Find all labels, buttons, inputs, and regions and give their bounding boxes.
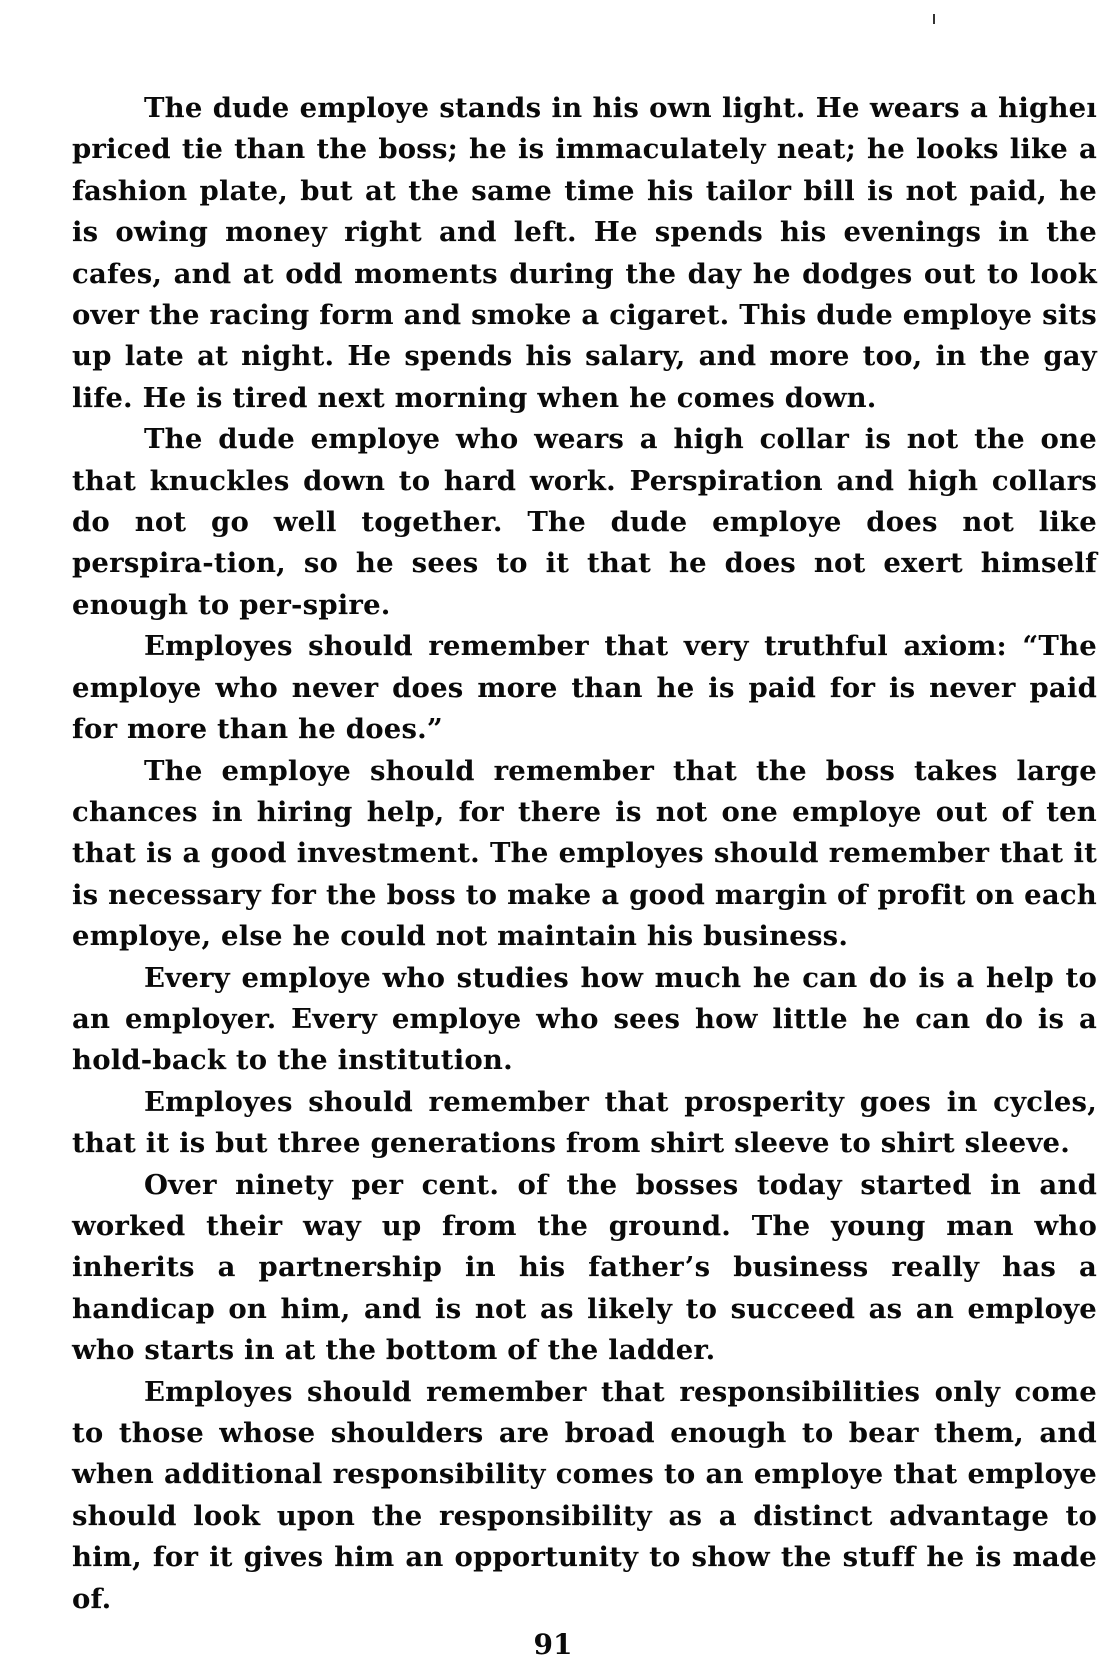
paragraph-bosses-started: Over ninety per cent. of the bosses today started in and worked their way up from the ground. The young man who inherits a partnership in his father’s business really has a handicap on him, and is not as likely to succeed as an employe who starts in at the bottom of the ladder. xyxy=(72,1168,1097,1367)
paragraph-responsibilities: Employes should remember that responsibilities only come to those whose shoulders are broad enough to bear them, and when additional responsibility comes to an employe that employe should look upon the responsibility as a distinct advantage to him, for it gives him an opportunity to show the stuff he is made of. xyxy=(72,1375,1097,1615)
page-number: 91 xyxy=(533,1628,573,1661)
body-text xyxy=(72,88,1097,1620)
paragraph-high-collar: The dude employe who wears a high collar is not the one that knuckles down to hard work. Perspiration and high collars do not go well together. The dude employe does not like perspira-tion, so he sees to it that he does not exert himself enough to per-spire. xyxy=(72,423,1097,621)
paragraph-help-employer: Every employe who studies how much he can do is a help to an employer. Every employe who sees how little he can do is a hold-back to the institution. xyxy=(72,961,1097,1077)
paragraph-axiom: Employes should remember that very truthful axiom: “The employe who never does more than he is paid for is never paid for more than he does.” xyxy=(72,630,1097,746)
scan-mark xyxy=(933,14,935,24)
paragraph-boss-chances: The employe should remember that the boss takes large chances in hiring help, for there is not one employe out of ten that is a good investment. The employes should remember that it is necessary for the boss to make a good margin of profit on each employe, else he could not maintain his business. xyxy=(72,754,1097,953)
paragraph-dude-employe: The dude employe stands in his own light. He wears a higheı priced tie than the boss; he is immaculately neat; he looks like a fashion plate, but at the same time his tailor bill is not paid, he is owing money right and left. He spends his evenings in the cafes, and at odd moments during the day he dodges out to look over the racing form and smoke a cigaret. This dude employe sits up late at night. He spends his salary, and more too, in the gay life. He is tired next morning when he comes down. xyxy=(72,92,1097,414)
paragraph-prosperity-cycles: Employes should remember that prosperity goes in cycles, that it is but three generations from shirt sleeve to shirt sleeve. xyxy=(72,1085,1097,1160)
